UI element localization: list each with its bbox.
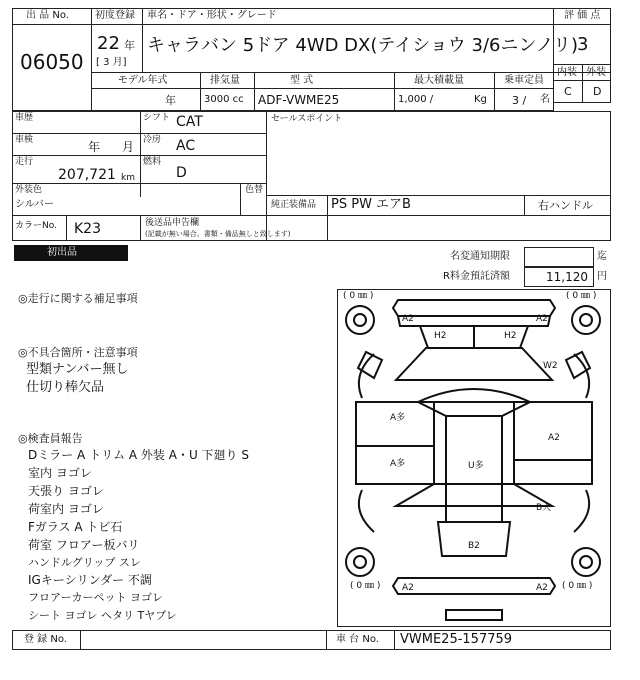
lot-no-value: 06050: [20, 50, 84, 74]
mileage-label: 走行: [15, 157, 34, 167]
max-load-label: 最大積載量: [414, 75, 464, 86]
recycle-label: R料金預託済額: [443, 271, 510, 282]
recolor-label: 色替: [245, 185, 264, 195]
reg-no-label: 登 録 No.: [24, 634, 67, 645]
equipment-label: 純正装備品: [271, 200, 317, 210]
inspector-line: IGキーシリンダー 不調: [28, 573, 152, 587]
mark-side-right-rear: B大: [536, 503, 552, 513]
steering-value: 右ハンドル: [538, 199, 593, 212]
equipment-value: PS PW エアB: [331, 197, 411, 212]
max-load-value: 1,000 /: [398, 94, 434, 105]
model-year-label: モデル年式: [118, 75, 168, 86]
mark-roof: U多: [468, 461, 484, 471]
mark-front-right: A2: [536, 314, 548, 324]
score-value: 3: [577, 34, 589, 55]
inspection-label: 車検: [15, 135, 34, 145]
chassis-value: VWME25-157759: [400, 632, 513, 647]
inspection-month: 月: [122, 140, 135, 154]
inspector-line: 荷室内 ヨゴレ: [28, 502, 104, 516]
deadline-label: 名変通知期限: [450, 251, 510, 262]
tire-front-left: ( 0 ㎜ ): [343, 291, 374, 301]
displacement-value: 3000 cc: [204, 94, 244, 105]
model-year-unit: 年: [165, 94, 176, 107]
capacity-unit: 名: [540, 94, 550, 105]
interior-grade: C: [564, 85, 572, 98]
reg-year: 22: [97, 33, 120, 54]
mileage-value: 207,721: [58, 167, 116, 183]
fuel-value: D: [176, 165, 187, 181]
chassis-label: 車 台 No.: [336, 634, 379, 645]
type-value: ADF-VWME25: [258, 93, 340, 107]
capacity-value: 3 /: [512, 94, 527, 107]
van-outline-diagram: [338, 290, 610, 626]
tire-front-right: ( 0 ㎜ ): [566, 291, 597, 301]
recycle-unit: 円: [597, 271, 607, 282]
exterior-label: 外装: [586, 67, 606, 78]
reg-month: [ 3 月]: [96, 57, 127, 68]
capacity-label: 乗車定員: [504, 75, 544, 86]
aftermarket-note: (記載が無い場合、書類・備品無しと致します): [145, 230, 291, 238]
inspector-line: フロアーカーペット ヨゴレ: [28, 591, 163, 604]
sales-point-label: セールスポイント: [271, 114, 343, 124]
model-name: キャラバン 5ドア 4WD DX(テイショウ 3/6ニンノリ): [147, 35, 579, 56]
inspector-line: シート ヨゴレ ヘタリ Tヤブレ: [28, 609, 177, 622]
color-no-label: カラーNo.: [15, 221, 57, 231]
tire-rear-right: ( 0 ㎜ ): [562, 581, 593, 591]
defect-line: 型類ナンバー無し: [26, 362, 129, 377]
shift-label: シフト: [143, 113, 171, 123]
inspector-line: 室内 ヨゴレ: [28, 466, 92, 480]
mark-front-left: A2: [402, 314, 414, 324]
mark-door-left-rear: A多: [390, 459, 406, 469]
mark-rear-right: A2: [536, 583, 548, 593]
mark-side-right: A2: [548, 433, 560, 443]
inspector-line: 荷室 フロアー板バリ: [28, 538, 140, 552]
inspector-line: Fガラス A トビ石: [28, 520, 123, 534]
inspector-line: ハンドルグリップ スレ: [28, 556, 141, 569]
aftermarket-label: 後送品申告欄: [145, 218, 200, 228]
interior-label: 内装: [557, 67, 577, 78]
reg-year-unit: 年: [124, 39, 135, 52]
lot-no-label: 出 品 No.: [26, 10, 69, 21]
fuel-label: 燃料: [143, 157, 162, 167]
inspection-year: 年: [88, 140, 101, 154]
mileage-unit: km: [121, 173, 135, 183]
color-label: 外装色: [15, 185, 43, 195]
first-listing-text: 初出品: [47, 247, 77, 258]
type-label: 型 式: [290, 75, 314, 86]
defect-line: 仕切り棒欠品: [26, 380, 105, 395]
mark-fender-right: W2: [543, 361, 558, 371]
shift-value: CAT: [176, 114, 203, 130]
first-registration-label: 初度登録: [95, 10, 135, 21]
footer-bar: [12, 630, 611, 650]
deadline-unit: 迄: [597, 251, 607, 262]
mark-rear-left: A2: [402, 583, 414, 593]
history-label: 車歴: [15, 113, 34, 123]
tire-rear-left: ( 0 ㎜ ): [350, 581, 381, 591]
mark-door-left-front: A多: [390, 413, 406, 423]
driving-notes-heading: ◎走行に関する補足事項: [18, 292, 138, 305]
deadline-field: [524, 247, 594, 267]
inspector-line: 天張り ヨゴレ: [28, 484, 104, 498]
model-label: 車名・ドア・形状・グレード: [147, 10, 277, 21]
color-value: シルバー: [15, 199, 55, 210]
color-no-value: K23: [74, 221, 101, 237]
mark-hood-left: H2: [434, 331, 447, 341]
inspector-heading: ◎検査員報告: [18, 432, 83, 445]
recycle-amount: 11,120: [546, 270, 588, 284]
max-load-unit: Kg: [474, 94, 487, 105]
defects-heading: ◎不具合箇所・注意事項: [18, 346, 138, 359]
ac-value: AC: [176, 138, 196, 154]
mark-back-door: B2: [468, 541, 480, 551]
damage-diagram: [337, 289, 611, 627]
inspector-line: Dミラー A トリム A 外装 A・U 下廻り S: [28, 448, 249, 462]
score-label: 評 価 点: [564, 10, 601, 21]
mark-hood-right: H2: [504, 331, 517, 341]
exterior-grade: D: [593, 85, 602, 98]
ac-label: 冷房: [143, 135, 162, 145]
displacement-label: 排気量: [210, 75, 240, 86]
